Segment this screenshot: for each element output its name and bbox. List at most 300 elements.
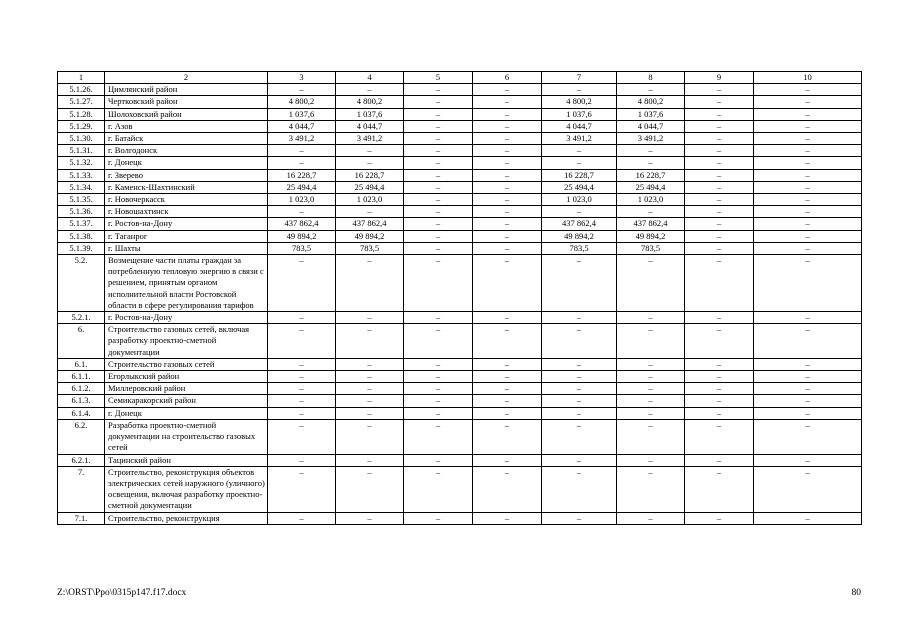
value-cell: – (754, 84, 862, 96)
value-cell: – (542, 371, 617, 383)
value-cell: – (617, 84, 685, 96)
value-cell: – (473, 454, 542, 466)
table-row (58, 419, 862, 454)
value-cell: – (268, 324, 336, 359)
value-cell: – (685, 395, 754, 407)
value-cell: 1 023,0 (542, 194, 617, 206)
row-number: 5.1.26. (58, 84, 105, 96)
value-cell: – (473, 120, 542, 132)
header-cell: 1 (58, 72, 105, 84)
value-cell: 1 023,0 (617, 194, 685, 206)
value-cell: – (404, 133, 473, 145)
value-cell: – (617, 324, 685, 359)
row-name: г. Ростов-на-Дону (105, 218, 268, 230)
value-cell: – (404, 120, 473, 132)
table-row (58, 358, 862, 370)
value-cell: – (404, 371, 473, 383)
table-row (58, 218, 862, 230)
value-cell: 25 494,4 (542, 181, 617, 193)
value-cell: – (685, 407, 754, 419)
value-cell: 1 037,6 (617, 108, 685, 120)
row-number: 5.1.38. (58, 230, 105, 242)
table-row (58, 133, 862, 145)
table-row (58, 312, 862, 324)
row-number: 5.1.27. (58, 96, 105, 108)
row-number: 5.1.36. (58, 206, 105, 218)
value-cell: – (685, 169, 754, 181)
value-cell: 16 228,7 (336, 169, 404, 181)
value-cell: – (336, 454, 404, 466)
value-cell: – (404, 466, 473, 512)
value-cell: – (685, 371, 754, 383)
row-number: 5.1.35. (58, 194, 105, 206)
row-name: г. Ростов-на-Дону (105, 312, 268, 324)
value-cell: – (473, 133, 542, 145)
value-cell: – (542, 454, 617, 466)
value-cell: – (754, 218, 862, 230)
value-cell: – (473, 407, 542, 419)
row-name: Разработка проектно-сметной документации на строительство газовых сетей (105, 419, 268, 454)
value-cell: – (542, 466, 617, 512)
table-header-row (58, 72, 862, 84)
value-cell: – (617, 145, 685, 157)
value-cell: 4 800,2 (268, 96, 336, 108)
row-name: г. Азов (105, 120, 268, 132)
value-cell: – (336, 383, 404, 395)
row-number: 6.2.1. (58, 454, 105, 466)
value-cell: – (542, 157, 617, 169)
value-cell: – (754, 312, 862, 324)
value-cell: – (754, 383, 862, 395)
value-cell: – (336, 512, 404, 524)
value-cell: 4 044,7 (542, 120, 617, 132)
value-cell: 25 494,4 (268, 181, 336, 193)
value-cell: 49 894,2 (542, 230, 617, 242)
value-cell: – (685, 133, 754, 145)
row-name: г. Таганрог (105, 230, 268, 242)
value-cell: – (473, 395, 542, 407)
value-cell: – (473, 255, 542, 312)
value-cell: – (336, 395, 404, 407)
value-cell: – (268, 466, 336, 512)
row-number: 5.1.29. (58, 120, 105, 132)
row-number: 6.2. (58, 419, 105, 454)
row-name: г. Донецк (105, 157, 268, 169)
table-row (58, 84, 862, 96)
value-cell: – (336, 157, 404, 169)
value-cell: – (542, 383, 617, 395)
value-cell: – (473, 108, 542, 120)
value-cell: – (617, 395, 685, 407)
row-name: Цимлянский район (105, 84, 268, 96)
value-cell: – (685, 383, 754, 395)
value-cell: 3 491,2 (268, 133, 336, 145)
value-cell: – (617, 206, 685, 218)
row-name: Семикаракорский район (105, 395, 268, 407)
value-cell: – (268, 255, 336, 312)
value-cell: – (754, 108, 862, 120)
value-cell: – (268, 454, 336, 466)
header-cell: 4 (336, 72, 404, 84)
value-cell: – (754, 206, 862, 218)
value-cell: – (754, 133, 862, 145)
table-row (58, 407, 862, 419)
value-cell: – (754, 181, 862, 193)
value-cell: – (473, 242, 542, 254)
table-row (58, 383, 862, 395)
value-cell: – (685, 512, 754, 524)
value-cell: – (336, 407, 404, 419)
value-cell: – (404, 255, 473, 312)
value-cell: – (473, 181, 542, 193)
value-cell: – (268, 383, 336, 395)
row-number: 6.1.2. (58, 383, 105, 395)
value-cell: – (685, 324, 754, 359)
value-cell: 437 862,4 (268, 218, 336, 230)
value-cell: – (404, 324, 473, 359)
row-number: 5.1.28. (58, 108, 105, 120)
header-cell: 9 (685, 72, 754, 84)
table-row (58, 108, 862, 120)
value-cell: – (754, 145, 862, 157)
value-cell: – (404, 108, 473, 120)
table-row (58, 466, 862, 512)
value-cell: – (685, 181, 754, 193)
value-cell: – (685, 230, 754, 242)
value-cell: – (685, 120, 754, 132)
value-cell: – (473, 206, 542, 218)
value-cell: – (754, 324, 862, 359)
value-cell: – (473, 157, 542, 169)
value-cell: – (404, 181, 473, 193)
table-row (58, 512, 862, 524)
row-number: 5.1.33. (58, 169, 105, 181)
value-cell: – (685, 454, 754, 466)
row-number: 5.1.31. (58, 145, 105, 157)
value-cell: – (404, 407, 473, 419)
header-cell: 8 (617, 72, 685, 84)
value-cell: – (404, 194, 473, 206)
value-cell: – (754, 419, 862, 454)
row-name: Строительство газовых сетей (105, 358, 268, 370)
table-row (58, 454, 862, 466)
value-cell: – (754, 96, 862, 108)
value-cell: – (685, 194, 754, 206)
value-cell: – (404, 84, 473, 96)
value-cell: – (685, 218, 754, 230)
value-cell: – (617, 358, 685, 370)
value-cell: – (404, 454, 473, 466)
table-row (58, 194, 862, 206)
value-cell: 16 228,7 (542, 169, 617, 181)
footer-file-path: Z:\ORST\Ppo\0315p147.f17.docx (57, 588, 187, 598)
value-cell: – (542, 255, 617, 312)
table-row (58, 206, 862, 218)
row-number: 6. (58, 324, 105, 359)
row-number: 5.1.34. (58, 181, 105, 193)
value-cell: 4 800,2 (617, 96, 685, 108)
value-cell: – (685, 108, 754, 120)
value-cell: – (685, 358, 754, 370)
value-cell: – (473, 230, 542, 242)
header-cell: 10 (754, 72, 862, 84)
value-cell: – (404, 383, 473, 395)
value-cell: – (754, 358, 862, 370)
value-cell: – (754, 242, 862, 254)
value-cell: – (754, 466, 862, 512)
header-cell: 5 (404, 72, 473, 84)
value-cell: – (473, 383, 542, 395)
value-cell: – (685, 84, 754, 96)
budget-table (57, 71, 862, 525)
value-cell: – (404, 96, 473, 108)
value-cell: – (617, 157, 685, 169)
value-cell: – (617, 255, 685, 312)
value-cell: – (404, 145, 473, 157)
row-name: г. Батайск (105, 133, 268, 145)
table-row (58, 169, 862, 181)
value-cell: – (473, 145, 542, 157)
value-cell: 1 037,6 (336, 108, 404, 120)
row-name: г. Новошахтинск (105, 206, 268, 218)
row-number: 5.1.39. (58, 242, 105, 254)
value-cell: – (336, 324, 404, 359)
value-cell: – (542, 84, 617, 96)
value-cell: 3 491,2 (336, 133, 404, 145)
value-cell: – (685, 466, 754, 512)
value-cell: – (268, 371, 336, 383)
value-cell: – (473, 96, 542, 108)
row-name: Чертковский район (105, 96, 268, 108)
value-cell: 4 044,7 (268, 120, 336, 132)
value-cell: – (754, 194, 862, 206)
value-cell: – (542, 206, 617, 218)
value-cell: – (404, 358, 473, 370)
row-number: 5.1.30. (58, 133, 105, 145)
table-row (58, 120, 862, 132)
value-cell: 4 044,7 (336, 120, 404, 132)
value-cell: 16 228,7 (268, 169, 336, 181)
value-cell: 25 494,4 (336, 181, 404, 193)
value-cell: 16 228,7 (617, 169, 685, 181)
value-cell: – (617, 454, 685, 466)
row-number: 6.1.1. (58, 371, 105, 383)
row-number: 5.2. (58, 255, 105, 312)
value-cell: – (473, 169, 542, 181)
value-cell: – (754, 407, 862, 419)
value-cell: – (685, 96, 754, 108)
table-row (58, 230, 862, 242)
value-cell: – (268, 84, 336, 96)
value-cell: – (617, 371, 685, 383)
value-cell: – (404, 157, 473, 169)
value-cell: 783,5 (617, 242, 685, 254)
value-cell: 4 800,2 (336, 96, 404, 108)
footer-page-number: 80 (851, 588, 861, 598)
value-cell: 4 800,2 (542, 96, 617, 108)
value-cell: – (617, 512, 685, 524)
table-row (58, 157, 862, 169)
value-cell: – (473, 512, 542, 524)
value-cell: – (685, 242, 754, 254)
table-row (58, 242, 862, 254)
value-cell: 1 023,0 (336, 194, 404, 206)
value-cell: – (336, 358, 404, 370)
value-cell: – (542, 512, 617, 524)
value-cell: – (685, 312, 754, 324)
row-name: Строительство газовых сетей, включая разработку проектно-сметной документации (105, 324, 268, 359)
value-cell: 783,5 (268, 242, 336, 254)
value-cell: – (617, 383, 685, 395)
value-cell: – (754, 120, 862, 132)
value-cell: – (336, 466, 404, 512)
value-cell: – (268, 312, 336, 324)
value-cell: – (754, 395, 862, 407)
row-name: Шолоховский район (105, 108, 268, 120)
row-name: г. Донецк (105, 407, 268, 419)
value-cell: – (268, 358, 336, 370)
value-cell: – (473, 312, 542, 324)
row-number: 7. (58, 466, 105, 512)
table-row (58, 371, 862, 383)
table-row (58, 324, 862, 359)
header-cell: 3 (268, 72, 336, 84)
value-cell: – (336, 84, 404, 96)
value-cell: – (617, 466, 685, 512)
value-cell: – (473, 466, 542, 512)
value-cell: – (336, 145, 404, 157)
value-cell: 437 862,4 (542, 218, 617, 230)
value-cell: – (754, 255, 862, 312)
value-cell: – (542, 312, 617, 324)
value-cell: – (404, 512, 473, 524)
value-cell: – (542, 324, 617, 359)
value-cell: – (268, 395, 336, 407)
value-cell: 783,5 (336, 242, 404, 254)
value-cell: – (685, 145, 754, 157)
value-cell: 49 894,2 (268, 230, 336, 242)
value-cell: 3 491,2 (542, 133, 617, 145)
value-cell: – (404, 230, 473, 242)
value-cell: – (268, 157, 336, 169)
value-cell: – (336, 255, 404, 312)
value-cell: – (473, 84, 542, 96)
value-cell: – (685, 157, 754, 169)
value-cell: – (404, 395, 473, 407)
row-name: г. Волгодонск (105, 145, 268, 157)
row-number: 7.1. (58, 512, 105, 524)
value-cell: – (542, 395, 617, 407)
value-cell: – (617, 419, 685, 454)
row-name: г. Каменск-Шахтинский (105, 181, 268, 193)
row-name: Миллеровский район (105, 383, 268, 395)
value-cell: – (754, 371, 862, 383)
value-cell: – (685, 255, 754, 312)
row-name: Егорлыкский район (105, 371, 268, 383)
value-cell: – (336, 312, 404, 324)
row-number: 6.1.3. (58, 395, 105, 407)
value-cell: 49 894,2 (336, 230, 404, 242)
row-number: 6.1. (58, 358, 105, 370)
value-cell: – (268, 419, 336, 454)
value-cell: 1 023,0 (268, 194, 336, 206)
value-cell: – (404, 206, 473, 218)
value-cell: – (685, 206, 754, 218)
value-cell: – (336, 371, 404, 383)
value-cell: – (268, 145, 336, 157)
table-row (58, 395, 862, 407)
value-cell: – (542, 407, 617, 419)
value-cell: – (404, 218, 473, 230)
value-cell: – (404, 419, 473, 454)
value-cell: – (336, 206, 404, 218)
row-number: 6.1.4. (58, 407, 105, 419)
value-cell: – (754, 512, 862, 524)
value-cell: – (473, 419, 542, 454)
value-cell: 49 894,2 (617, 230, 685, 242)
table-row (58, 96, 862, 108)
table-row (58, 255, 862, 312)
value-cell: – (473, 218, 542, 230)
value-cell: – (754, 230, 862, 242)
value-cell: 437 862,4 (617, 218, 685, 230)
value-cell: – (404, 242, 473, 254)
value-cell: 1 037,6 (542, 108, 617, 120)
value-cell: – (268, 206, 336, 218)
value-cell: – (336, 419, 404, 454)
header-cell: 2 (105, 72, 268, 84)
row-name: Строительство, реконструкция объектов электрических сетей наружного (уличного) освещения, включая разработку проектно-сметной документации (105, 466, 268, 512)
value-cell: 3 491,2 (617, 133, 685, 145)
value-cell: – (473, 358, 542, 370)
value-cell: – (404, 169, 473, 181)
row-name: Тацинский район (105, 454, 268, 466)
value-cell: – (754, 157, 862, 169)
row-name: Строительство, реконструкция (105, 512, 268, 524)
value-cell: – (542, 145, 617, 157)
value-cell: – (754, 169, 862, 181)
value-cell: – (268, 407, 336, 419)
value-cell: 437 862,4 (336, 218, 404, 230)
row-name: Возмещение части платы граждан за потребленную тепловую энергию в связи с решением, принятым органом исполнительной власти Ростовской области в сфере регулирования тарифов (105, 255, 268, 312)
value-cell: – (473, 371, 542, 383)
value-cell: – (617, 407, 685, 419)
value-cell: – (617, 312, 685, 324)
value-cell: – (542, 358, 617, 370)
value-cell: – (404, 312, 473, 324)
value-cell: 1 037,6 (268, 108, 336, 120)
table-body (58, 72, 862, 525)
header-cell: 6 (473, 72, 542, 84)
table-row (58, 181, 862, 193)
value-cell: – (268, 512, 336, 524)
value-cell: – (473, 194, 542, 206)
value-cell: 4 044,7 (617, 120, 685, 132)
value-cell: – (685, 419, 754, 454)
value-cell: – (542, 419, 617, 454)
header-cell: 7 (542, 72, 617, 84)
row-name: г. Шахты (105, 242, 268, 254)
row-name: г. Зверево (105, 169, 268, 181)
row-number: 5.2.1. (58, 312, 105, 324)
value-cell: – (473, 324, 542, 359)
table-row (58, 145, 862, 157)
row-number: 5.1.32. (58, 157, 105, 169)
row-number: 5.1.37. (58, 218, 105, 230)
value-cell: 783,5 (542, 242, 617, 254)
value-cell: 25 494,4 (617, 181, 685, 193)
value-cell: – (754, 454, 862, 466)
